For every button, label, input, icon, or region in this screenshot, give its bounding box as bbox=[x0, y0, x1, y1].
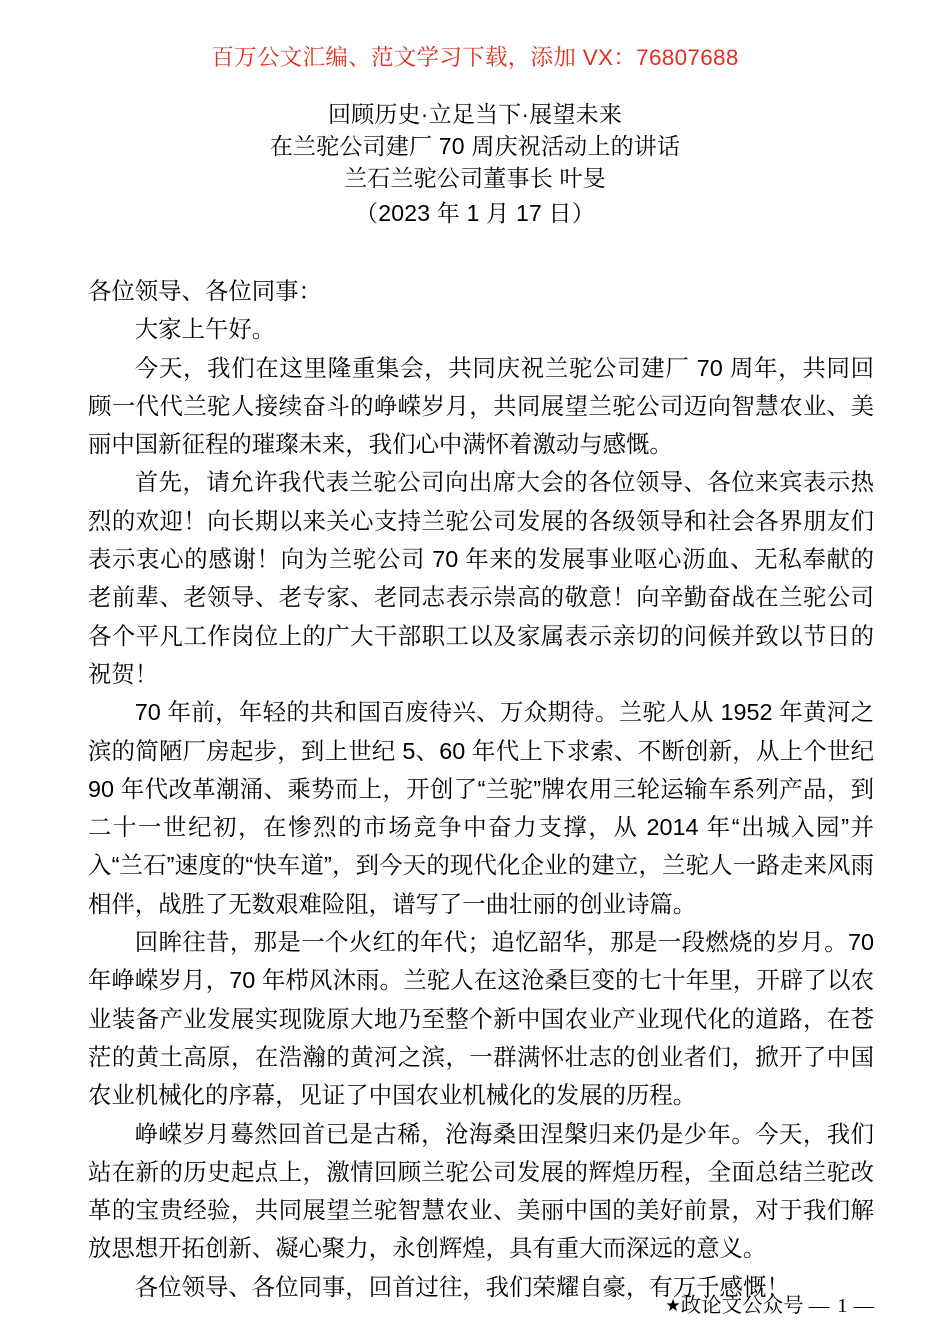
paragraph-retrospect: 回眸往昔，那是一个火红的年代；追忆韶华，那是一段燃烧的岁月。70 年峥嵘岁月，70 年栉风沐雨。兰驼人在这沧桑巨变的七十年里，开辟了以农业装备产业发展实现陇原大地乃至整个新中国农业产业现代化的道路，在苍茫的黄土高原，在浩瀚的黄河之滨，一群满怀壮志的创业者们，掀开了中国农业机械化的序幕，见证了中国农业机械化的发展的历程。 bbox=[88, 929, 874, 1109]
paragraph-significance: 峥嵘岁月蓦然回首已是古稀，沧海桑田涅槃归来仍是少年。今天，我们站在新的历史起点上，激情回顾兰驼公司发展的辉煌历程，全面总结兰驼改革的宝贵经验，共同展望兰驼智慧农业、美丽中国的美好前景，对于我们解放思想开拓创新、凝心聚力，永创辉煌，具有重大而深远的意义。 bbox=[88, 1120, 874, 1262]
paragraph-salutation: 各位领导、各位同事： bbox=[88, 278, 322, 304]
paragraph-closing: 各位领导、各位同事，回首过往，我们荣耀自豪，有万千感慨！ bbox=[134, 1273, 790, 1300]
document-body bbox=[88, 272, 874, 1306]
footer-dash-right: — bbox=[853, 1295, 876, 1317]
document-date: （2023 年 1 月 17 日） bbox=[355, 200, 595, 226]
paragraph-thanks: 首先，请允许我代表兰驼公司向出席大会的各位领导、各位来宾表示热烈的欢迎！向长期以来关心支持兰驼公司发展的各级领导和社会各界朋友们表示衷心的感谢！向为兰驼公司 70 年来的发展事业呕心沥血、无私奉献的老前辈、老领导、老专家、老同志表示崇高的敬意！向辛勤奋战在兰驼公司各个平凡工作岗位上的广大干部职工以及家属表示亲切的问候并致以节日的祝贺！ bbox=[88, 469, 874, 687]
footer-publisher: 政论文公众号 bbox=[680, 1295, 804, 1317]
promo-banner-text: 百万公文汇编、范文学习下载，添加 VX：76807688 bbox=[211, 45, 739, 70]
document-author: 兰石兰驼公司董事长 叶旻 bbox=[344, 165, 606, 191]
document-subtitle-theme: 回顾历史·立足当下·展望未来 bbox=[327, 101, 623, 127]
title-block bbox=[0, 98, 950, 229]
paragraph-history: 70 年前，年轻的共和国百废待兴、万众期待。兰驼人从 1952 年黄河之滨的简陋厂房起步，到上世纪 5、60 年代上下求索、不断创新，从上个世纪 90 年代改革潮涌、乘势而上，开创了“兰驼”牌农用三轮运输车系列产品，到二十一世纪初，在惨烈的市场竞争中奋力支撑，从 2014 年“出城入园”并入“兰石”速度的“快车道”，到今天的现代化企业的建立，兰驼人一路走来风雨相伴，战胜了无数艰难险阻，谱写了一曲壮丽的创业诗篇。 bbox=[88, 699, 874, 917]
document-title: 在兰驼公司建厂 70 周庆祝活动上的讲话 bbox=[269, 133, 681, 159]
paragraph-opening: 今天，我们在这里隆重集会，共同庆祝兰驼公司建厂 70 周年，共同回顾一代代兰驼人接续奋斗的峥嵘岁月，共同展望兰驼公司迈向智慧农业、美丽中国新征程的璀璨未来，我们心中满怀着激动与感慨。 bbox=[88, 354, 874, 458]
page-footer bbox=[0, 1288, 950, 1318]
page-number: 1 bbox=[837, 1295, 848, 1317]
star-icon: ★ bbox=[665, 1296, 681, 1316]
paragraph-greeting: 大家上午好。 bbox=[134, 316, 276, 343]
footer-dash-left: — bbox=[808, 1295, 832, 1317]
